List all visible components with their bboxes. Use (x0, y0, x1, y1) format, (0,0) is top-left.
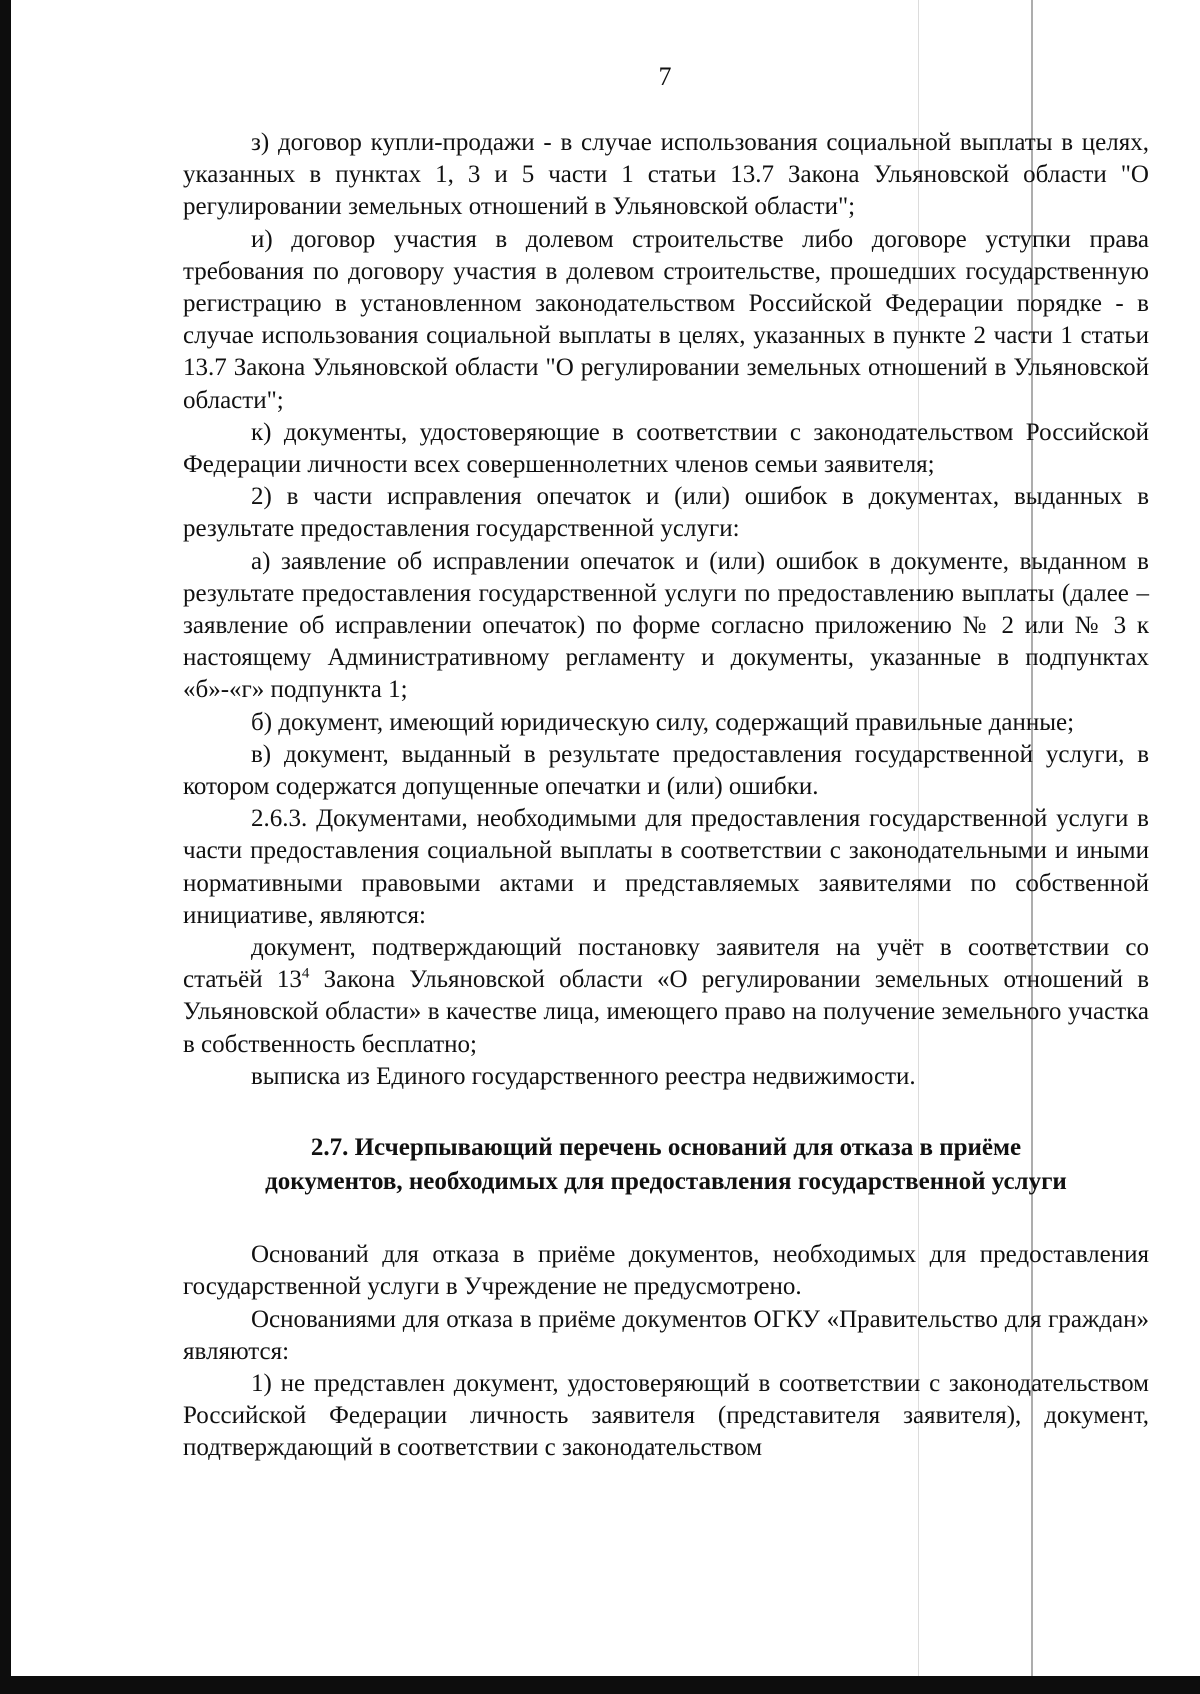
paragraph-registry-extract: выписка из Единого государственного реестра недвижимости. (251, 1062, 916, 1090)
registration-text-before: документ, подтверждающий постановку заявителя на учёт в соответствии со статьёй 13 (183, 934, 1149, 994)
paragraph-registration-document (183, 932, 1149, 1061)
section-heading-line-1: 2.7. Исчерпывающий перечень оснований для отказа в приёме (310, 1134, 1022, 1162)
article-superscript: 4 (301, 965, 310, 982)
scan-edge-bottom (0, 1676, 1200, 1694)
section-heading (183, 1131, 1149, 1199)
paragraph-item-b: б) документ, имеющий юридическую силу, содержащий правильные данные; (251, 708, 1075, 736)
paragraph-item-a: а) заявление об исправлении опечаток и (или) ошибок в документе, выданном в результате предоставления государственной услуги по предоставлению выплаты (далее – заявление об исправлении опечаток) по форме согласно приложению № 2 или № 3 к настоящему Административному регламенту и документы, указанные в подпунктах «б»-«г» подпункта 1; (183, 547, 1149, 704)
scan-edge-left (0, 0, 11, 1694)
section-heading-line-2: документов, необходимых для предоставления государственной услуги (265, 1168, 1067, 1196)
paragraph-item-2: 2) в части исправления опечаток и (или) ошибок в документах, выданных в результате предоставления государственной услуги: (183, 483, 1149, 543)
page-number: 7 (658, 62, 672, 91)
document-body (183, 127, 1149, 1465)
paragraph-item-k: к) документы, удостоверяющие в соответствии с законодательством Российской Федерации личности всех совершеннолетних членов семьи заявителя; (183, 418, 1149, 479)
paragraph-ground-1: 1) не представлен документ, удостоверяющий в соответствии с законодательством Российской Федерации личность заявителя (представителя заявителя), документ, подтверждающий в соответствии с законодательством (183, 1369, 1149, 1462)
paragraph-no-grounds: Оснований для отказа в приёме документов, необходимых для предоставления государственной услуги в Учреждение не предусмотрено. (183, 1241, 1149, 1301)
registration-text-after: Закона Ульяновской области «О регулировании земельных отношений в Ульяновской области» в качестве лица, имеющего право на получение земельного участка в собственность бесплатно; (183, 966, 1150, 1058)
paragraph-item-z: з) договор купли-продажи - в случае использования социальной выплаты в целях, указанных в пунктах 1, 3 и 5 части 1 статьи 13.7 Закона Ульяновской области "О регулировании земельных отношений в Ульяновской области"; (183, 129, 1149, 221)
paragraph-grounds-ogku: Основаниями для отказа в приёме документов ОГКУ «Правительство для граждан» являются: (183, 1305, 1149, 1365)
paragraph-item-v: в) документ, выданный в результате предоставления государственной услуги, в котором содержатся допущенные опечатки и (или) ошибки. (183, 740, 1149, 801)
paragraph-2-6-3: 2.6.3. Документами, необходимыми для предоставления государственной услуги в части предоставления социальной выплаты в соответствии с законодательными и иными нормативными правовыми актами и представляемых заявителями по собственной инициативе, являются: (183, 805, 1149, 929)
paragraph-item-i: и) договор участия в долевом строительстве либо договоре уступки права требования по договору участия в долевом строительстве, прошедших государственную регистрацию в установленном законодательством Российской Федерации порядке - в случае использования социальной выплаты в целях, указанных в пункте 2 части 1 статьи 13.7 Закона Ульяновской области "О регулировании земельных отношений в Ульяновской области"; (183, 225, 1149, 414)
